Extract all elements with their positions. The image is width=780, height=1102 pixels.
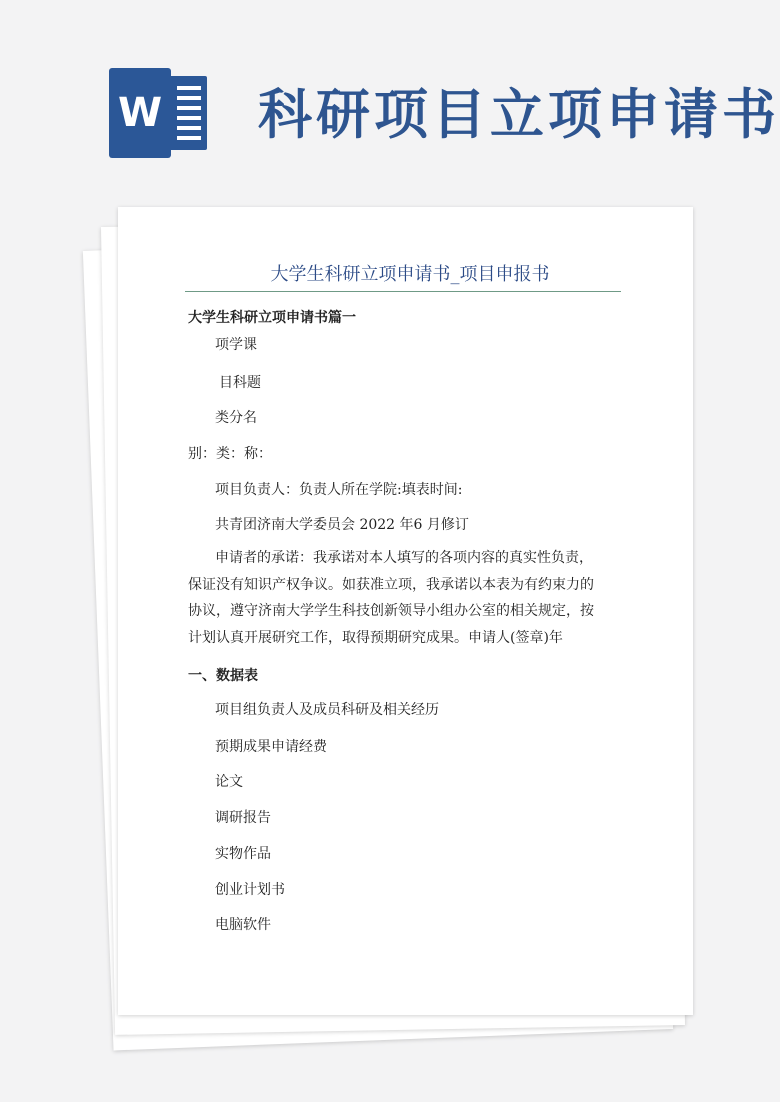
form-line: 共青团济南大学委员会 2022 年6 月修订 bbox=[215, 517, 469, 533]
document-title: 大学生科研立项申请书_项目申报书 bbox=[270, 264, 550, 285]
form-line: 别：类：称： bbox=[188, 446, 272, 462]
title-divider bbox=[185, 291, 621, 292]
word-letter: W bbox=[109, 68, 171, 158]
data-item: 预期成果申请经费 bbox=[215, 739, 327, 755]
promise-paragraph: 申请者的承诺：我承诺对本人填写的各项内容的真实性负责，保证没有知识产权争议。如获准立项，我承诺以本表为有约束力的协议，遵守济南大学学生科技创新领导小组办公室的相关规定，按计划认真开展研究工作，取得预期研究成果。申请人(签章)年 bbox=[188, 550, 594, 646]
banner-title: 科研项目立项申请书 bbox=[258, 82, 780, 146]
form-line: 项目负责人：负责人所在学院:填表时间: bbox=[215, 482, 463, 498]
data-item: 论文 bbox=[215, 774, 243, 790]
form-line: 类分名 bbox=[215, 410, 257, 426]
data-item: 电脑软件 bbox=[215, 917, 271, 933]
word-doc-icon bbox=[109, 68, 207, 158]
form-line: 项学课 bbox=[215, 337, 257, 353]
data-item: 实物作品 bbox=[215, 846, 271, 862]
data-item: 项目组负责人及成员科研及相关经历 bbox=[215, 702, 439, 718]
data-heading: 一、数据表 bbox=[188, 668, 258, 684]
data-item: 创业计划书 bbox=[215, 882, 285, 898]
header-banner bbox=[0, 0, 780, 190]
data-item: 调研报告 bbox=[215, 810, 271, 826]
form-line: 目科题 bbox=[219, 375, 261, 391]
section-heading: 大学生科研立项申请书篇一 bbox=[188, 310, 356, 326]
